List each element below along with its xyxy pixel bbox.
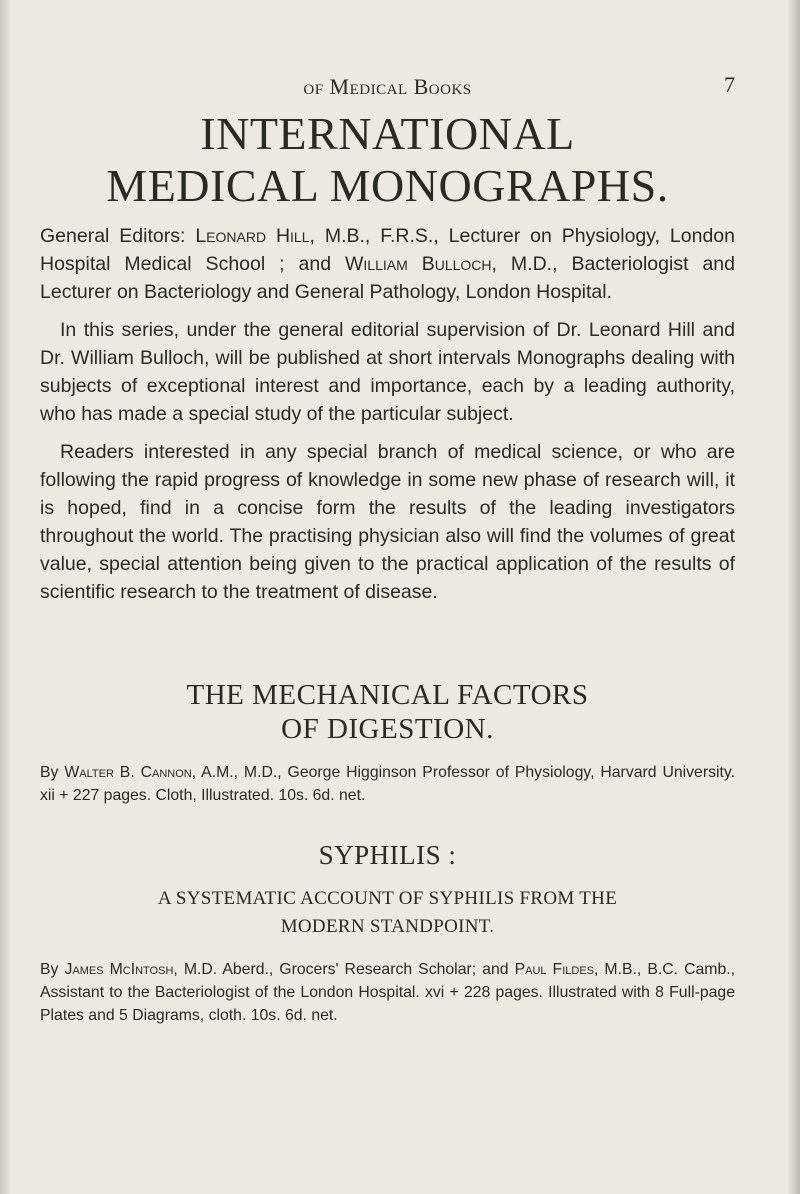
editors-prefix: General Editors: <box>40 225 196 247</box>
book1-author: Walter B. Cannon <box>64 764 192 781</box>
running-head <box>40 74 735 100</box>
editors-middle: , M.B., F.R.S., Lecturer on Physiology, London Hospital Medical School ; and <box>40 225 735 275</box>
book2-title: SYPHILIS : <box>318 840 457 870</box>
intro-paragraph-3: Readers interested in any special branch of medical science, or who are following the rapid progress of knowledge in some new phase of research will, it is hoped, find in a concise form the results of the leading investigators throughout the world. The practising physician also will find the volumes of great value, special attention being given to the practical application of the results of scientific research to the treatment of disease. <box>40 441 735 603</box>
book2-middle: , M.D. Aberd., Grocers' Research Scholar; and <box>173 961 515 978</box>
book1-title <box>40 678 735 746</box>
book2-subtitle <box>40 885 735 941</box>
editors-suffix: , M.D., Bacteriologist and Lecturer on Bacteriology and General Pathology, London Hospital. <box>40 253 735 303</box>
series-title <box>40 108 735 212</box>
series-title-line1: INTERNATIONAL <box>200 108 575 159</box>
book1-entry <box>40 761 735 807</box>
book2-entry <box>40 958 735 1027</box>
book1-details: , A.M., M.D., George Higginson Professor of Physiology, Harvard University. xii + 227 pages. Cloth, Illustrated. 10s. 6d. net. <box>40 764 736 804</box>
page-number: 7 <box>724 72 735 97</box>
book2-subtitle-line2: MODERN STANDPOINT. <box>280 916 495 937</box>
page-edge-right <box>788 0 800 1194</box>
book2-author2: Paul Fildes <box>514 961 594 978</box>
series-description <box>40 222 735 616</box>
intro-paragraph-2: In this series, under the general editorial supervision of Dr. Leonard Hill and Dr. William Bulloch, will be published at short intervals Monographs dealing with subjects of exceptional interest and importance, each by a leading authority, who has made a special study of the particular subject. <box>40 319 735 425</box>
book2-details: , M.B., B.C. Camb., Assistant to the Bacteriologist of the London Hospital. xvi + 228 pages. Illustrated with 8 Full-page Plates and 5 Diagrams, cloth. 10s. 6d. net. <box>40 961 736 1024</box>
running-head-title: of Medical Books <box>303 74 472 99</box>
editor1-name: Leonard Hill <box>195 225 310 247</box>
book2-by: By <box>40 961 65 978</box>
series-title-line2: MEDICAL MONOGRAPHS. <box>106 160 669 211</box>
book2-subtitle-line1: A SYSTEMATIC ACCOUNT OF SYPHILIS FROM THE <box>157 888 618 909</box>
book1-title-line1: THE MECHANICAL FACTORS <box>186 679 589 711</box>
book2-author1: James McIntosh <box>64 961 174 978</box>
editor2-name: William Bulloch <box>345 253 492 275</box>
page-edge-left <box>0 0 10 1194</box>
book1-title-line2: OF DIGESTION. <box>281 713 494 745</box>
editors-paragraph <box>40 222 735 306</box>
book1-by: By <box>40 764 65 781</box>
